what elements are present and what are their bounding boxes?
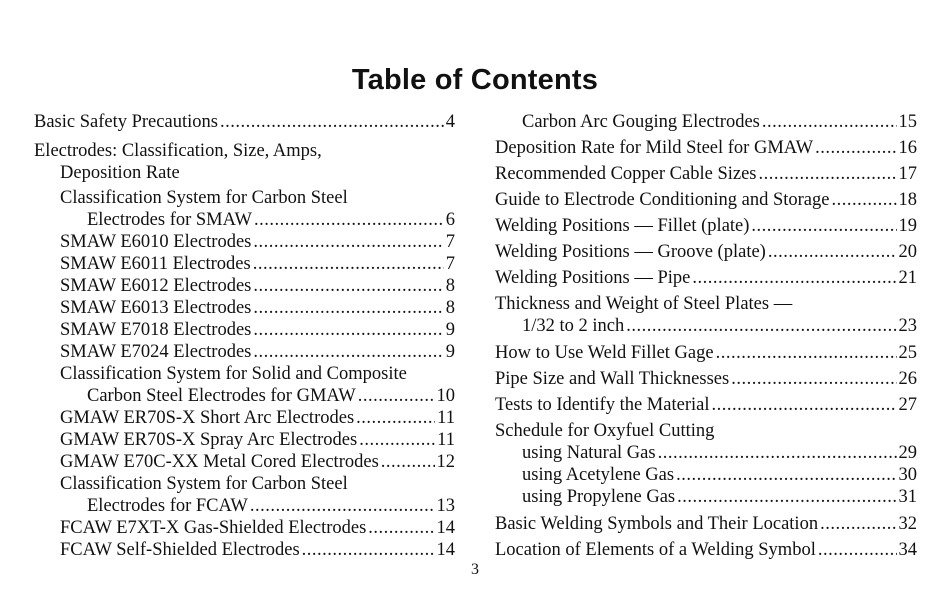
toc-entry-page: 9 [445,342,455,362]
dot-leader [626,315,896,337]
toc-heading: Electrodes: Classification, Size, Amps, [34,141,322,161]
toc-entry-text: How to Use Weld Fillet Gage [495,343,714,363]
toc-entry[interactable] [495,394,917,416]
toc-entry-page: 11 [437,430,455,450]
toc-entry-text: Electrodes for SMAW [87,210,252,230]
dot-leader [820,513,896,535]
dot-leader [751,215,896,237]
toc-entry[interactable] [60,517,455,539]
toc-entry-text: SMAW E7018 Electrodes [60,320,252,340]
toc-entry[interactable] [495,215,917,237]
toc-heading: Classification System for Solid and Composite [60,364,407,384]
dot-leader [815,137,896,159]
toc-entry[interactable] [522,111,917,133]
toc-entry-page: 21 [898,268,917,288]
page-title: Table of Contents [351,64,599,96]
toc-entry-text: FCAW Self-Shielded Electrodes [60,540,300,560]
toc-entry-text: Recommended Copper Cable Sizes [495,164,757,184]
toc-entry-page: 32 [898,514,917,534]
toc-entry-text: GMAW E70C-XX Metal Cored Electrodes [60,452,379,472]
toc-entry-page: 7 [445,232,455,252]
toc-entry-text: Guide to Electrode Conditioning and Storage [495,190,830,210]
dot-leader [254,209,444,231]
toc-entry[interactable] [87,495,455,517]
toc-entry[interactable] [60,341,455,363]
toc-entry[interactable] [60,275,455,297]
dot-leader [358,385,435,407]
toc-entry-page: 25 [898,343,917,363]
toc-entry[interactable] [495,267,917,289]
toc-entry-text: Location of Elements of a Welding Symbol [495,540,816,560]
toc-entry-page: 8 [445,276,455,296]
toc-entry-page: 26 [898,369,917,389]
toc-entry-text: Welding Positions — Groove (plate) [495,242,766,262]
toc-entry-page: 18 [898,190,917,210]
toc-entry-text: GMAW ER70S-X Spray Arc Electrodes [60,430,358,450]
toc-entry-text: FCAW E7XT-X Gas-Shielded Electrodes [60,518,367,538]
toc-entry[interactable] [60,539,455,561]
toc-entry[interactable] [495,241,917,263]
dot-leader [818,539,897,561]
toc-entry-text: Welding Positions — Pipe [495,268,691,288]
toc-entry[interactable] [34,111,455,133]
toc-entry-page: 7 [445,254,455,274]
toc-entry-page: 6 [445,210,455,230]
toc-entry[interactable] [495,163,917,185]
toc-entry-text: SMAW E6011 Electrodes [60,254,251,274]
toc-entry-page: 29 [898,443,917,463]
toc-entry[interactable] [60,407,455,429]
toc-entry[interactable] [87,385,455,407]
toc-entry-text: Deposition Rate for Mild Steel for GMAW [495,138,814,158]
dot-leader [692,267,896,289]
dot-leader [253,319,443,341]
toc-entry-text: GMAW ER70S-X Short Arc Electrodes [60,408,355,428]
toc-entry[interactable] [522,315,917,337]
dot-leader [253,341,443,363]
toc-heading: Schedule for Oxyfuel Cutting [495,421,715,441]
toc-entry-page: 12 [436,452,455,472]
dot-leader [253,253,444,275]
dot-leader [711,394,896,416]
toc-entry[interactable] [60,319,455,341]
toc-heading: Classification System for Carbon Steel [60,474,348,494]
toc-entry-page: 4 [445,112,455,132]
toc-entry-text: Pipe Size and Wall Thicknesses [495,369,730,389]
toc-entry[interactable] [495,539,917,561]
dot-leader [716,342,897,364]
toc-entry[interactable] [522,486,917,508]
dot-leader [731,368,896,390]
toc-entry-page: 8 [445,298,455,318]
dot-leader [253,275,443,297]
toc-entry-text: SMAW E6010 Electrodes [60,232,252,252]
dot-leader [368,517,434,539]
toc-entry-page: 14 [436,518,455,538]
dot-leader [253,231,443,253]
toc-heading: Classification System for Carbon Steel [60,188,348,208]
dot-leader [831,189,896,211]
toc-entry-text: Carbon Arc Gouging Electrodes [522,112,760,132]
toc-entry[interactable] [495,342,917,364]
toc-entry-text: using Propylene Gas [522,487,676,507]
dot-leader [677,486,896,508]
toc-entry-text: using Acetylene Gas [522,465,675,485]
dot-leader [762,111,897,133]
dot-leader [220,111,444,133]
toc-entry-text: using Natural Gas [522,443,656,463]
toc-entry-page: 11 [437,408,455,428]
toc-entry-page: 13 [436,496,455,516]
toc-entry-text: Electrodes for FCAW [87,496,248,516]
toc-entry-page: 20 [898,242,917,262]
toc-entry-page: 16 [898,138,917,158]
toc-entry-text: Welding Positions — Fillet (plate) [495,216,750,236]
toc-entry[interactable] [87,209,455,231]
toc-entry-page: 23 [898,316,917,336]
toc-entry-page: 19 [898,216,917,236]
dot-leader [676,464,896,486]
toc-entry-text: 1/32 to 2 inch [522,316,625,336]
toc-entry-page: 14 [436,540,455,560]
toc-entry[interactable] [60,231,455,253]
toc-entry-text: SMAW E7024 Electrodes [60,342,252,362]
toc-entry-page: 10 [436,386,455,406]
toc-entry[interactable] [522,464,917,486]
toc-entry[interactable] [495,368,917,390]
toc-entry-page: 30 [898,465,917,485]
toc-entry[interactable] [60,253,455,275]
toc-entry[interactable] [495,513,917,535]
toc-entry[interactable] [522,442,917,464]
dot-leader [253,297,443,319]
toc-entry-page: 17 [898,164,917,184]
toc-entry[interactable] [60,297,455,319]
toc-entry-text: Basic Safety Precautions [34,112,218,132]
dot-leader [356,407,435,429]
toc-entry-page: 15 [898,112,917,132]
toc-entry-text: Carbon Steel Electrodes for GMAW [87,386,356,406]
toc-entry-text: Basic Welding Symbols and Their Location [495,514,819,534]
toc-entry-page: 31 [898,487,917,507]
dot-leader [658,442,897,464]
toc-entry-text: Tests to Identify the Material [495,395,710,415]
dot-leader [302,539,435,561]
dot-leader [381,451,435,473]
dot-leader [768,241,897,263]
toc-entry[interactable] [60,451,455,473]
dot-leader [250,495,435,517]
toc-entry[interactable] [495,137,917,159]
toc-heading: Thickness and Weight of Steel Plates — [495,294,793,314]
toc-entry-text: SMAW E6013 Electrodes [60,298,252,318]
toc-entry[interactable] [495,189,917,211]
page-number: 3 [471,561,479,578]
toc-entry-page: 34 [898,540,917,560]
toc-entry-page: 27 [898,395,917,415]
dot-leader [759,163,897,185]
toc-entry-text: SMAW E6012 Electrodes [60,276,252,296]
dot-leader [359,429,435,451]
toc-heading: Deposition Rate [60,163,180,183]
toc-entry-page: 9 [445,320,455,340]
toc-entry[interactable] [60,429,455,451]
